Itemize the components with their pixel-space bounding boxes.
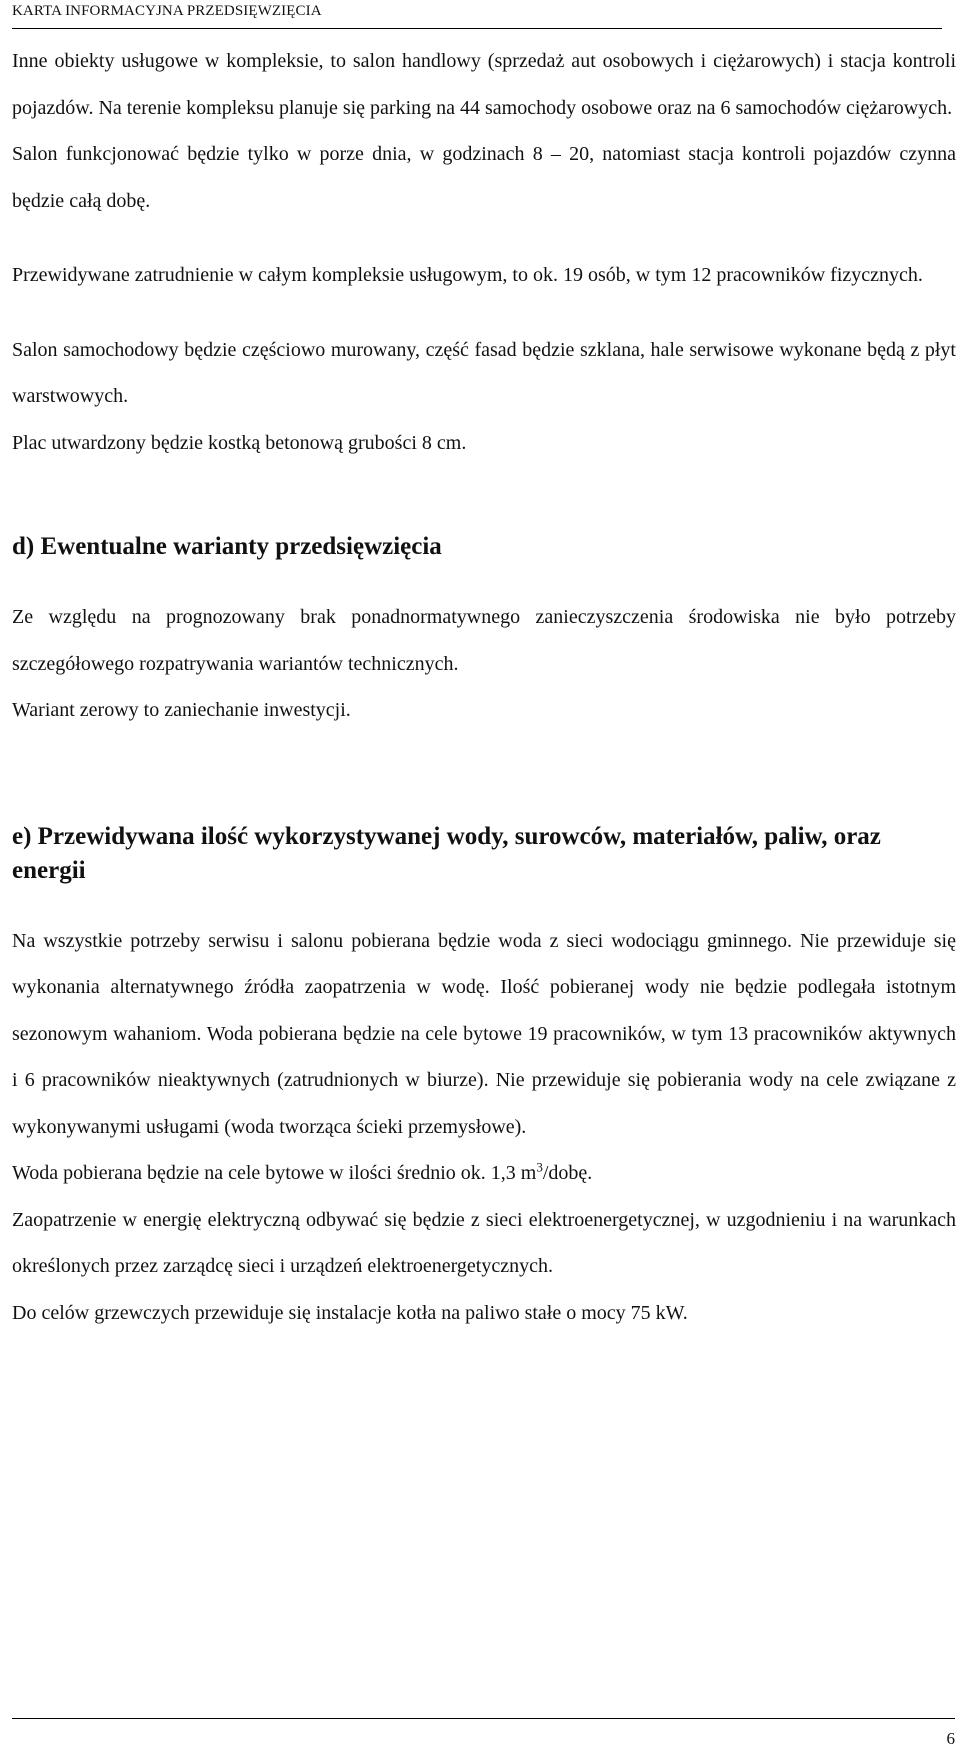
page-content xyxy=(12,38,956,1336)
section-e-paragraph-water-amount xyxy=(12,1150,956,1197)
section-e-heading: e) Przewidywana ilość wykorzystywanej wody, surowców, materiałów, paliw, oraz energii xyxy=(12,822,881,884)
cubic-superscript: 3 xyxy=(536,1159,543,1175)
section-e-paragraph-electricity: Zaopatrzenie w energię elektryczną odbywać się będzie z sieci elektroenergetycznej, w uzgodnieniu i na warunkach określonych przez zarządcę sieci i urządzeń elektroenergetycznych. xyxy=(12,1208,956,1277)
section-d-paragraph-zero-variant: Wariant zerowy to zaniechanie inwestycji. xyxy=(12,699,351,721)
paragraph-other-facilities: Inne obiekty usługowe w kompleksie, to salon handlowy (sprzedaż aut osobowych i ciężarowych) i stacja kontroli pojazdów. Na terenie kompleksu planuje się parking na 44 samochody osobowe oraz na 6 samochodów ciężarowych. xyxy=(12,50,956,119)
running-header: KARTA INFORMACYJNA PRZEDSIĘWZIĘCIA xyxy=(12,0,942,29)
section-d-heading: d) Ewentualne warianty przedsięwzięcia xyxy=(12,533,442,560)
water-amount-text: Woda pobierana będzie na cele bytowe w ilości średnio ok. 1,3 m xyxy=(12,1162,537,1184)
paragraph-construction: Salon samochodowy będzie częściowo murowany, część fasad będzie szklana, hale serwisowe wykonane będą z płyt warstwowych. xyxy=(12,338,956,407)
paragraph-paving: Plac utwardzony będzie kostką betonową grubości 8 cm. xyxy=(12,431,467,454)
spacer xyxy=(12,466,956,530)
section-d-paragraph-variants: Ze względu na prognozowany brak ponadnormatywnego zanieczyszczenia środowiska nie było potrzeby szczegółowego rozpatrywania wariantów technicznych. xyxy=(12,606,956,675)
paragraph-employment: Przewidywane zatrudnienie w całym kompleksie usługowym, to ok. 19 osób, w tym 12 pracowników fizycznych. xyxy=(12,264,923,286)
page-number: 6 xyxy=(12,1718,955,1756)
water-amount-unit: /dobę. xyxy=(542,1162,593,1184)
paragraph-opening-hours: Salon funkcjonować będzie tylko w porze dnia, w godzinach 8 – 20, natomiast stacja kontroli pojazdów czynna będzie całą dobę. xyxy=(12,143,956,212)
section-e-paragraph-water: Na wszystkie potrzeby serwisu i salonu pobierana będzie woda z sieci wodociągu gminnego. Nie przewiduje się wykonania alternatywnego źródła zaopatrzenia w wodę. Ilość pobieranej wody nie będzie podlegała istotnym sezonowym wahaniom. Woda pobierana będzie na cele bytowe 19 pracowników, w tym 13 pracowników aktywnych i 6 pracowników nieaktywnych (zatrudnionych w biurze). Nie przewiduje się pobierania wody na cele związane z wykonywanymi usługami (woda tworząca ścieki przemysłowe). xyxy=(12,929,956,1138)
spacer xyxy=(12,224,956,252)
spacer xyxy=(12,734,956,820)
section-e-paragraph-heating: Do celów grzewczych przewiduje się instalacje kotła na paliwo stałe o mocy 75 kW. xyxy=(12,1301,688,1324)
spacer xyxy=(12,299,956,327)
